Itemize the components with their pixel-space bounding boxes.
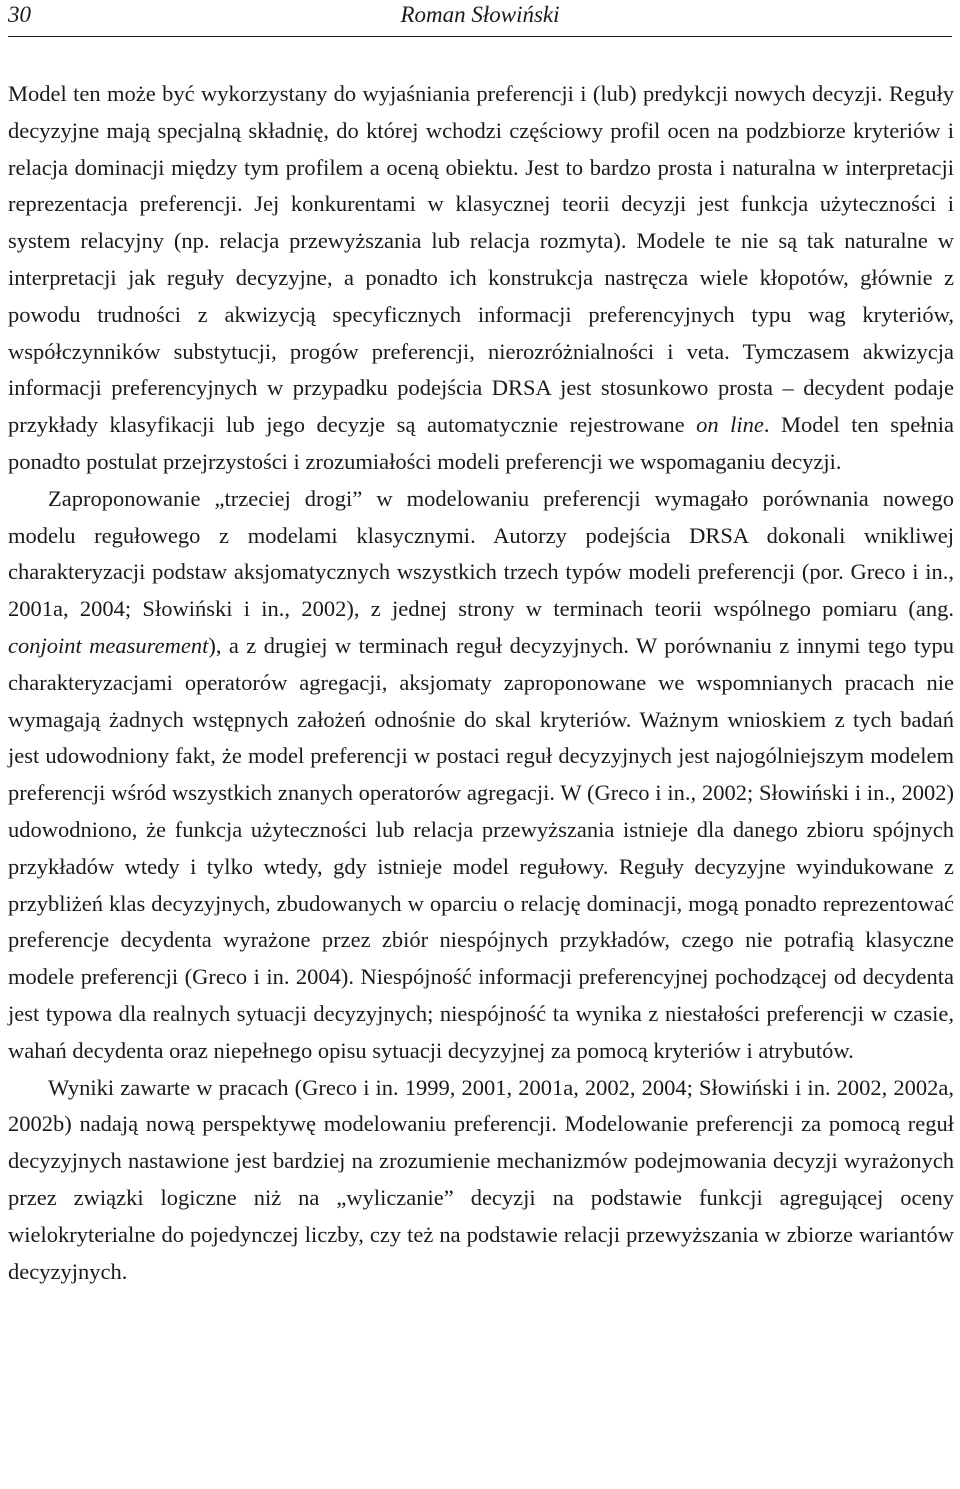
paragraph-2-italic-term: conjoint measurement [8,632,209,658]
paragraph-2 [8,481,954,1070]
paragraph-3-text: Wyniki zawarte w pracach (Greco i in. 1999, 2001, 2001a, 2002, 2004; Słowiński i in. 2002, 2002a, 2002b) nadają nową perspektywę modelowaniu preferencji. Modelowanie preferencji za pomocą reguł decyzyjnych nastawione jest bardziej na zrozumienie mechanizmów podejmowania decyzji wyrażonych przez związki logiczne niż na „wyliczanie” decyzji na podstawie funkcji agregującej oceny wielokryterialne do pojedynczej liczby, czy też na podstawie relacji przewyższania w zbiorze wariantów decyzyjnych. [8,1074,954,1284]
paragraph-1-text-b: . Model ten spełnia ponadto postulat przejrzystości i zrozumiałości modeli preferencji we wspomaganiu decyzji. [8,412,954,474]
page-header [8,0,952,37]
body-text [8,76,954,1290]
paragraph-2-text-a: Zaproponowanie „trzeciej drogi” w modelowaniu preferencji wymagało porównania nowego modelu regułowego z modelami klasycznymi. Autorzy podejścia DRSA dokonali wnikliwej charakteryzacji podstaw aksjomatycznych wszystkich trzech typów modeli preferencji (por. Greco i in., 2001a, 2004; Słowiński i in., 2002), z jednej strony w terminach teorii wspólnego pomiaru (ang. [8,485,954,622]
paragraph-1-italic-term: on line [696,412,764,438]
paragraph-3 [8,1070,954,1291]
paragraph-2-text-b: ), a z drugiej w terminach reguł decyzyjnych. W porównaniu z innymi tego typu charakteryzacjami operatorów agregacji, aksjomaty zaproponowane we wspomnianych pracach nie wymagają żadnych wstępnych założeń odnośnie do skal kryteriów. Ważnym wnioskiem z tych badań jest udowodniony fakt, że model preferencji w postaci reguł decyzyjnych jest najogólniejszym modelem preferencji wśród wszystkich znanych operatorów agregacji. W (Greco i in., 2002; Słowiński i in., 2002) udowodniono, że funkcja użyteczności lub relacja przewyższania istnieje dla danego zbioru spójnych przykładów wtedy i tylko wtedy, gdy istnieje model regułowy. Reguły decyzyjne wyindukowane z przybliżeń klas decyzyjnych, zbudowanych w oparciu o relację dominacji, mogą ponadto reprezentować preferencje decydenta wyrażone przez zbiór niespójnych przykładów, czego nie potrafią klasyczne modele preferencji (Greco i in. 2004). Niespójność informacji preferencyjnej pochodzącej od decydenta jest typowa dla realnych sytuacji decyzyjnych; niespójność ta wynika z niestałości preferencji w czasie, wahań decydenta oraz niepełnego opisu sytuacji decyzyjnej za pomocą kryteriów i atrybutów. [8,632,954,1063]
paragraph-1 [8,76,954,481]
page-number: 30 [8,2,31,27]
running-head-author: Roman Słowiński [400,2,560,27]
paragraph-1-text-a: Model ten może być wykorzystany do wyjaśniania preferencji i (lub) predykcji nowych decyzji. Reguły decyzyjne mają specjalną składnię, do której wchodzi częściowy profil ocen na podzbiorze kryteriów i relacja dominacji między tym profilem a oceną obiektu. Jest to bardzo prosta i naturalna w interpretacji reprezentacja preferencji. Jej konkurentami w klasycznej teorii decyzji jest funkcja użyteczności i system relacyjny (np. relacja przewyższania lub relacja rozmyta). Modele te nie są tak naturalne w interpretacji jak reguły decyzyjne, a ponadto ich konstrukcja nastręcza wiele kłopotów, głównie z powodu trudności z akwizycją specyficznych informacji preferencyjnych typu wag kryteriów, współczynników substytucji, progów preferencji, nierozróżnialności i veta. Tymczasem akwizycja informacji preferencyjnych w przypadku podejścia DRSA jest stosunkowo prosta – decydent podaje przykłady klasyfikacji lub jego decyzje są automatycznie rejestrowane [8,81,954,438]
